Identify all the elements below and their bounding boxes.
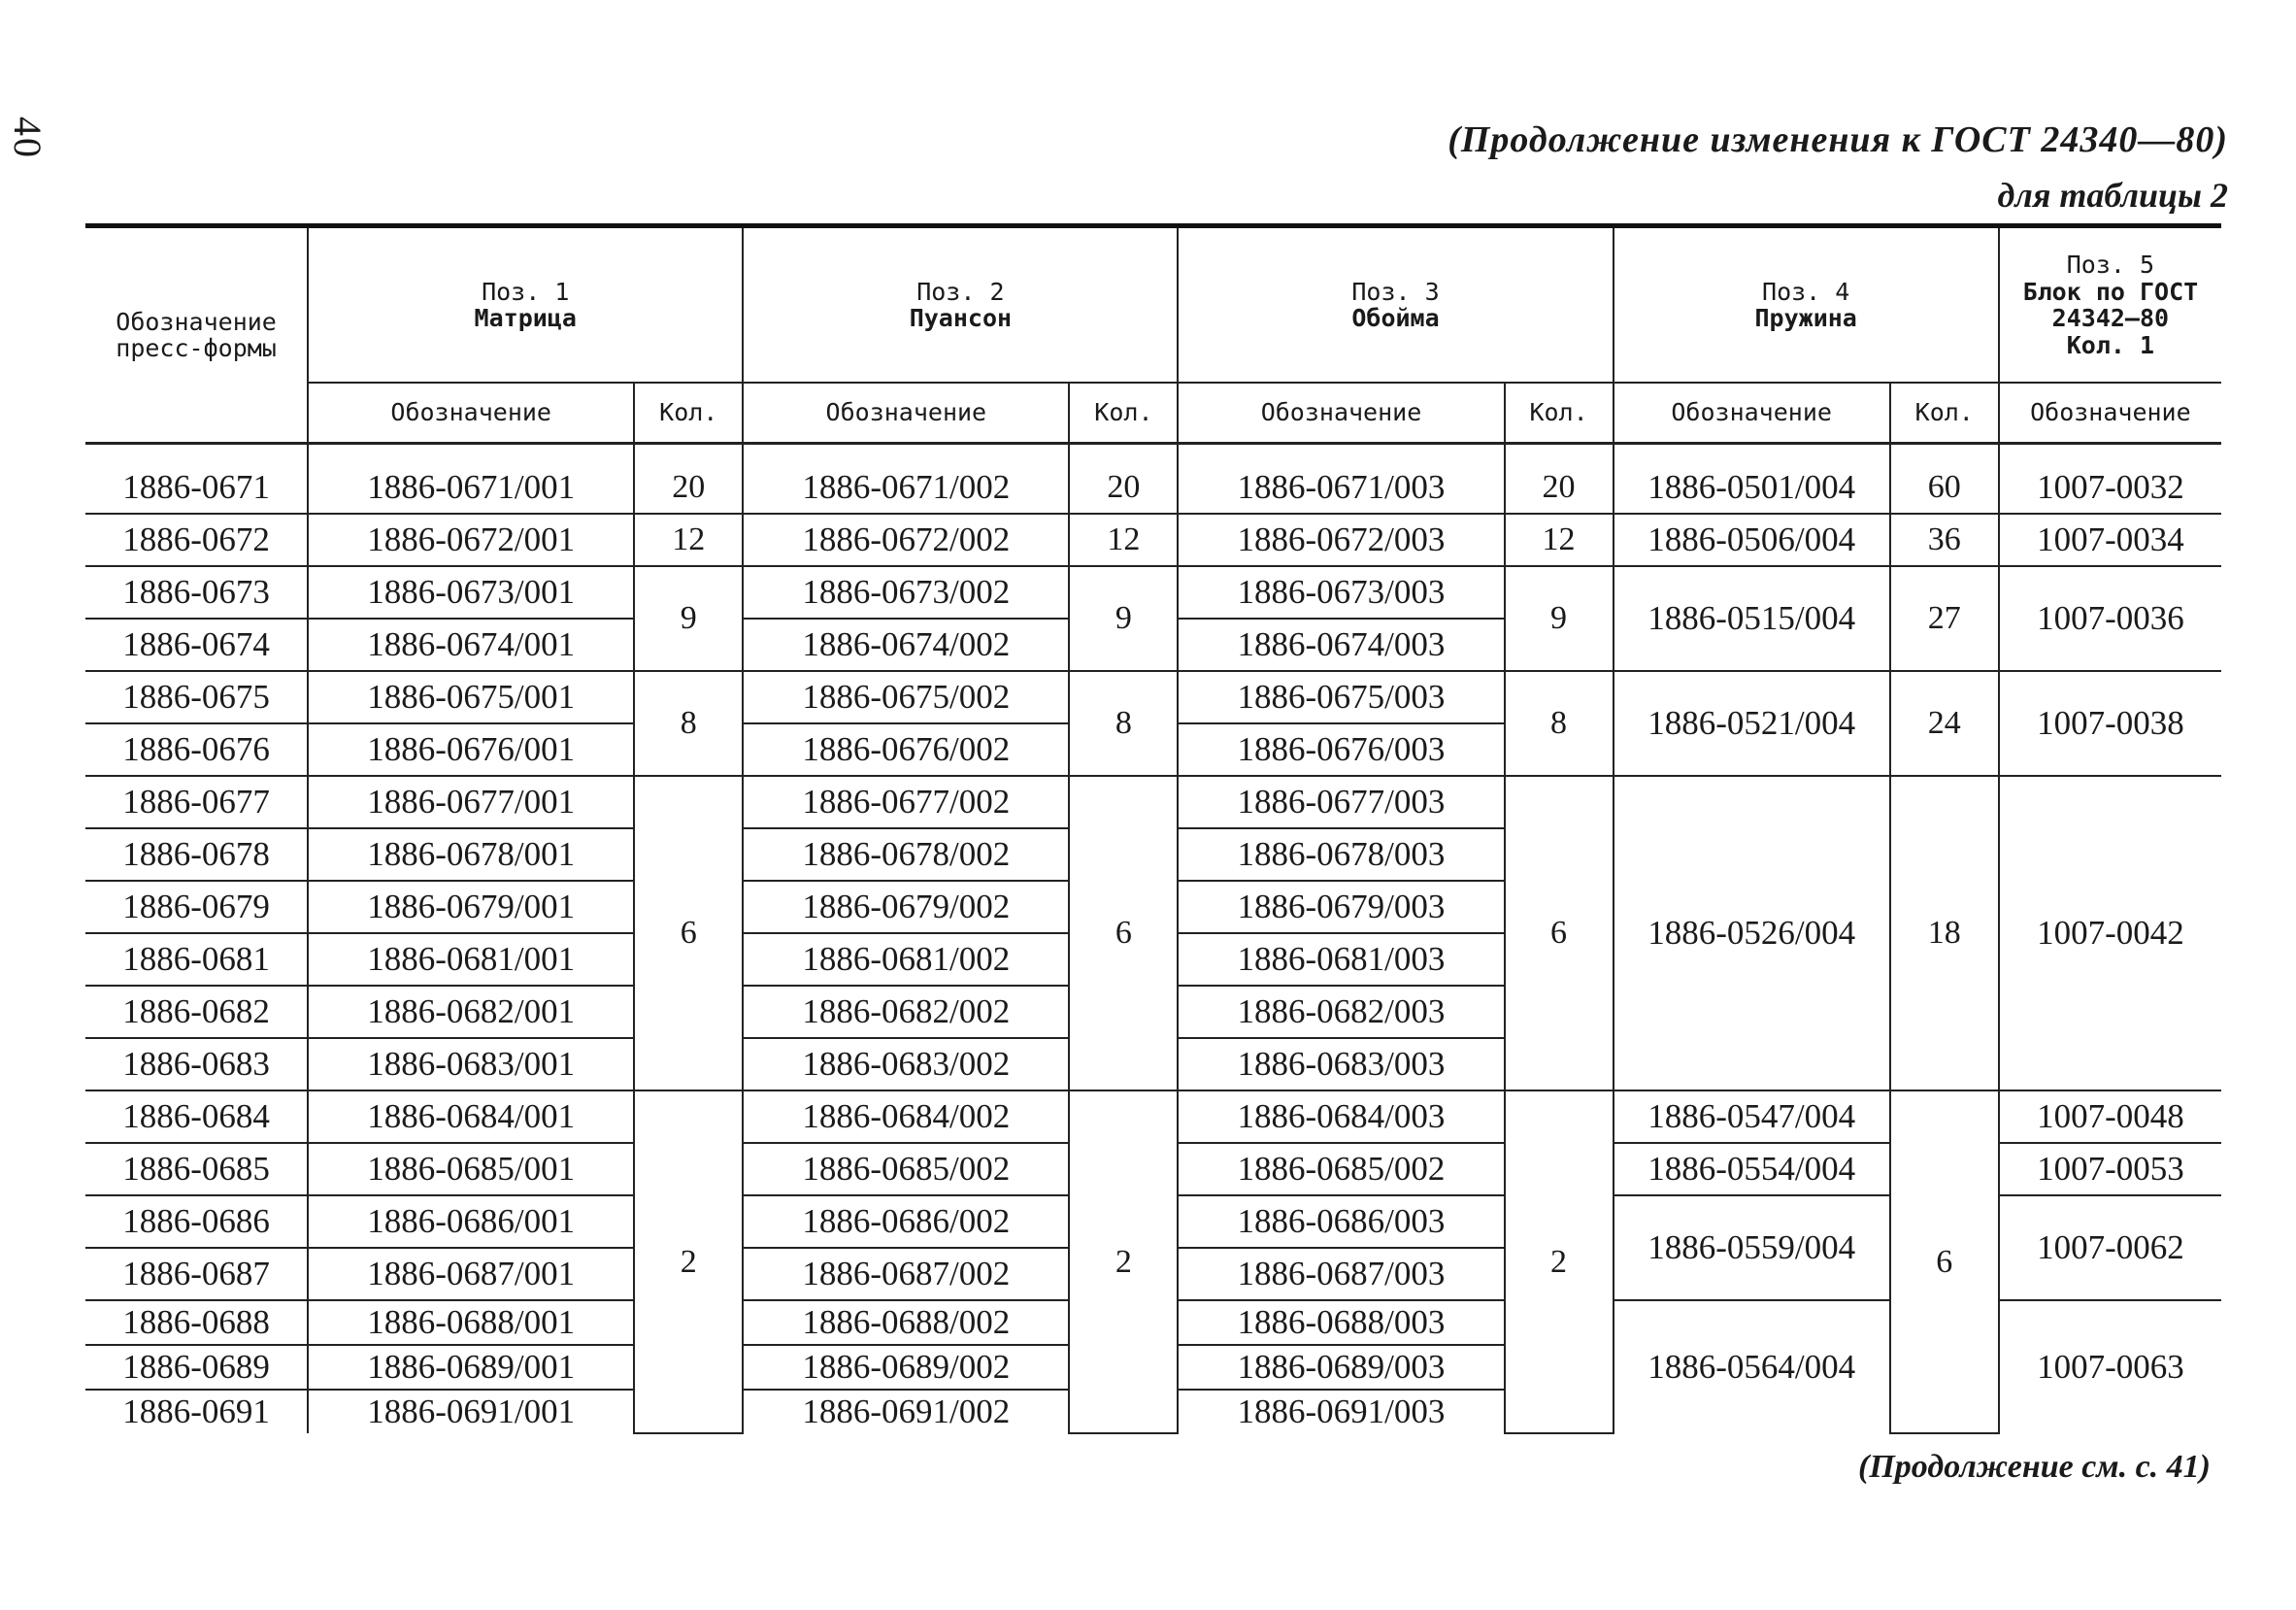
subheader-qty: Кол. [1505,383,1614,444]
table-row: 1886-0686 1886-0686/001 1886-0686/002 1886-0686/003 1886-0559/004 1007-0062 [85,1195,2221,1248]
table-row: 1886-0689 1886-0689/001 1886-0689/002 1886-0689/003 [85,1345,2221,1390]
footer-note: (Продолжение см. с. 41) [1858,1449,2211,1485]
table-row: 1886-0681 1886-0681/001 1886-0681/002 1886-0681/003 [85,933,2221,986]
table-row: 1886-0691 1886-0691/001 1886-0691/002 1886-0691/003 [85,1390,2221,1433]
header-pos2: Поз. 2 Пуансон [743,226,1178,384]
table-row: 1886-0676 1886-0676/001 1886-0676/002 1886-0676/003 [85,723,2221,776]
header-pos5: Поз. 5 Блок по ГОСТ 24342—80 Кол. 1 [1999,226,2221,384]
subheader-designation: Обозначение [1614,383,1890,444]
table-row: 1886-0678 1886-0678/001 1886-0678/002 1886-0678/003 [85,828,2221,881]
table-row: 1886-0687 1886-0687/001 1886-0687/002 1886-0687/003 [85,1248,2221,1300]
header-pos1: Поз. 1 Матрица [308,226,743,384]
subheader-designation: Обозначение [743,383,1069,444]
table-row: 1886-0683 1886-0683/001 1886-0683/002 1886-0683/003 [85,1038,2221,1090]
table-row: 1886-0673 1886-0673/001 9 1886-0673/002 9 1886-0673/003 9 1886-0515/004 27 1007-0036 [85,566,2221,619]
subheader-qty: Кол. [634,383,743,444]
table-label: для таблицы 2 [1997,176,2228,215]
header-press-form: Обозначение пресс-формы [85,226,308,444]
subheader-designation: Обозначение [1178,383,1504,444]
table-row: 1886-0682 1886-0682/001 1886-0682/002 1886-0682/003 [85,986,2221,1038]
table-row: 1886-0672 1886-0672/001 12 1886-0672/002 12 1886-0672/003 12 1886-0506/004 36 1007-0034 [85,514,2221,566]
table-row: 1886-0677 1886-0677/001 6 1886-0677/002 6 1886-0677/003 6 1886-0526/004 18 1007-0042 [85,776,2221,828]
header-pos3: Поз. 3 Обойма [1178,226,1613,384]
subheader-designation: Обозначение [308,383,634,444]
continuation-title: (Продолжение изменения к ГОСТ 24340—80) [1447,119,2228,160]
press-form-table [85,223,2221,1434]
table-row: 1886-0679 1886-0679/001 1886-0679/002 1886-0679/003 [85,881,2221,933]
table-row: 1886-0685 1886-0685/001 1886-0685/002 1886-0685/002 1886-0554/004 1007-0053 [85,1143,2221,1195]
table-row: 1886-0671 1886-0671/001 20 1886-0671/002 20 1886-0671/003 20 1886-0501/004 60 1007-0032 [85,462,2221,514]
page-number: 40 [6,117,50,159]
header-pos4: Поз. 4 Пружина [1614,226,1999,384]
table-row: 1886-0688 1886-0688/001 1886-0688/002 1886-0688/003 1886-0564/004 1007-0063 [85,1300,2221,1345]
table-row: 1886-0674 1886-0674/001 1886-0674/002 1886-0674/003 [85,619,2221,671]
subheader-qty: Кол. [1890,383,1999,444]
table-row: 1886-0684 1886-0684/001 2 1886-0684/002 2 1886-0684/003 2 1886-0547/004 6 1007-0048 [85,1090,2221,1143]
subheader-qty: Кол. [1069,383,1178,444]
subheader-designation: Обозначение [1999,383,2221,444]
table-row: 1886-0675 1886-0675/001 8 1886-0675/002 8 1886-0675/003 8 1886-0521/004 24 1007-0038 [85,671,2221,723]
